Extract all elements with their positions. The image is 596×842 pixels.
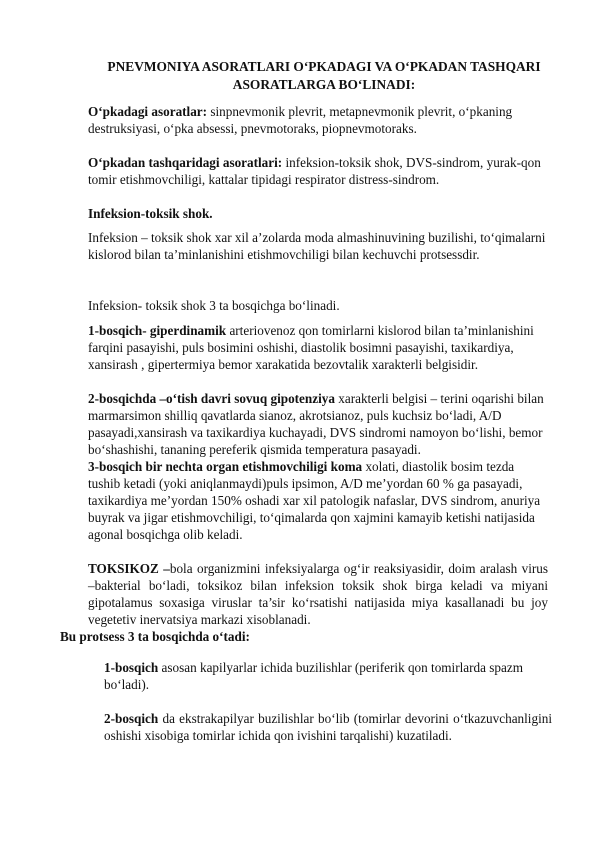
paragraph-text: infeksion-toksik shok, DVS-sindrom, yurak-qon tomir etishmovchiligi, kattalar tipidagi respirator distress-sindrom. [88, 155, 541, 187]
paragraph-text: asosan kapilyarlar ichida buzilishlar (periferik qon tomirlarda spazm bo‘ladi). [104, 660, 523, 692]
shock-stages-intro: Infeksion- toksik shok 3 ta bosqichga bo‘linadi. [88, 298, 340, 313]
stage-2-paragraph [88, 390, 548, 458]
stage-3-paragraph [88, 458, 548, 543]
title-line-2: ASORATLARGA BO‘LINADI: [232, 77, 416, 92]
toxicosis-paragraph [88, 560, 548, 628]
paragraph-heading: 3-bosqich bir nechta organ etishmovchiligi koma [88, 459, 363, 474]
paragraph-heading: TOKSIKOZ – [88, 561, 170, 576]
paragraph-text: xolati, diastolik bosim tezda tushib ketadi (yoki aniqlanmaydi)puls ipsimon, A/D me’yordan 60 % ga pasayadi, taxikardiya me’yordan 150% oshadi xar xil patologik nafaslar, DVS sindrom, anuriya buyrak va jigar etishmovchiligi, to‘qimalarda qon xajmini kamayib ketishi natijasida agonal bosqichga olib keladi. [88, 459, 541, 542]
shock-definition-paragraph: Infeksion – toksik shok xar xil a’zolarda moda almashinuvining buzilishi, to‘qimalarni kislorod bilan ta’minlanishini etishmovchiligi bilan kechuvchi protsessdir. [88, 230, 546, 262]
process-stages-heading: Bu protsess 3 ta bosqichda o‘tadi: [60, 629, 250, 644]
process-stage-1-paragraph [104, 659, 552, 693]
lung-complications-paragraph [88, 103, 548, 137]
paragraph-text: bola organizmini infeksiyalarga og‘ir reaksiyasidir, doim aralash virus –bakterial bo‘ladi, toksikoz bilan infeksion toksik shok birga keladi va miyani gipotalamus soxasiga viruslar ta’sir ko‘rsatishi natijasida miya kasallanadi bu joy vegetetiv inervatsiya markazi xisoblanadi. [88, 561, 548, 627]
paragraph-heading: O‘pkadan tashqaridagi asoratlari: [88, 155, 283, 170]
paragraph-heading: 2-bosqich [104, 711, 159, 726]
title-line-1: PNEVMONIYA ASORATLARI O‘PKADAGI VA O‘PKADAN TASHQARI [107, 59, 541, 74]
paragraph-heading: 1-bosqich [104, 660, 159, 675]
section-heading-shock: Infeksion-toksik shok. [88, 206, 213, 221]
paragraph-text: arteriovenoz qon tomirlarni kislorod bilan ta’minlanishini farqini pasayishi, puls bosimini oshishi, diastolik bosimni pasayishi, taxikardiya, xansirash , gipertermiya bemor xarakatida bezovtalik xarakterli belgisidir. [88, 323, 534, 372]
stage-1-paragraph [88, 322, 548, 373]
process-stage-2-paragraph [104, 710, 552, 744]
paragraph-text: da ekstrakapilyar buzilishlar bo‘lib (tomirlar devorini o‘tkazuvchanligini oshishi xisobiga tomirlar ichida qon ivishini tarqalishi) kuzatiladi. [104, 711, 552, 743]
paragraph-heading: 2-bosqichda –o‘tish davri sovuq gipotenziya [88, 391, 335, 406]
extrapulmonary-complications-paragraph [88, 154, 548, 188]
paragraph-heading: 1-bosqich- giperdinamik [88, 323, 227, 338]
paragraph-text: xarakterli belgisi – terini oqarishi bilan marmarsimon shilliq qavatlarda sianoz, akrotsianoz, puls kuchsiz bo‘ladi, A/D pasayadi,xansirash va taxikardiya kuchayadi, DVS sindromi namoyon bo‘lishi, bemor bo‘shashishi, tananing pereferik qismida temperatura pasayadi. [88, 391, 544, 457]
paragraph-heading: O‘pkadagi asoratlar: [88, 104, 208, 119]
paragraph-text: sinpnevmonik plevrit, metapnevmonik plevrit, o‘pkaning destruksiyasi, o‘pka absessi, pnevmotoraks, piopnevmotoraks. [88, 104, 513, 136]
document-title [74, 58, 574, 94]
